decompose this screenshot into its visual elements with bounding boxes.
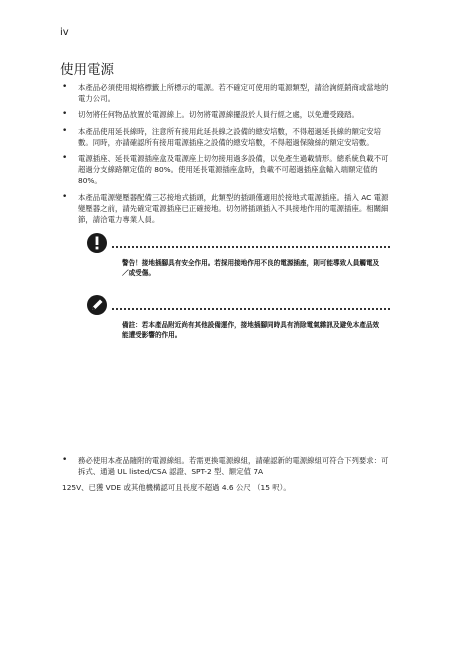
page-number: iv [60, 27, 69, 38]
section-title: 使用電源 [60, 62, 114, 78]
info-note [80, 288, 390, 348]
bullet-icon: • [62, 455, 68, 465]
bullet-item [62, 82, 392, 104]
bullet-item [62, 126, 392, 148]
bullet-item [62, 455, 392, 494]
bullet-icon: • [62, 82, 68, 92]
bullet-text: 電源插座、延長電源插座盒及電源座上切勿接用過多設備，以免產生過載情形。總系統負載不可超過分支線路額定值的 80%。使用延長電源插座盒時，負載不可超過插座盒輸入端額定值的 80%。 [78, 154, 389, 186]
bullet-text: 本產品使用延長線時，注意所有接用此延長線之設備的總安培數，不得超過延長線的額定安培數。同時，亦請確認所有接用電源插座之設備的總安培數，不得超過保險絲的額定安培數。 [78, 126, 382, 147]
dotted-divider [112, 308, 390, 310]
note-pen-icon [86, 294, 108, 316]
warning-text: 警告！接地插腳具有安全作用。若採用接地作用不良的電源插座，則可能導致人員觸電及／或受傷。 [122, 259, 380, 277]
dotted-divider [112, 246, 390, 248]
bullet-text: 本產品電源變壓器配備三芯接地式插頭，此類型的插頭僅適用於接地式電源插座。插入 AC 電源變壓器之前，請先確定電源插座已正確接地。切勿將插頭插入不具接地作用的電源插座。相關細節，請洽電力專業人員。 [78, 192, 389, 225]
info-text: 備註：若本產品附近尚有其他設備運作，接地插腳同時具有消除電氣雜訊及避免本產品效能遭受影響的作用。 [122, 321, 380, 339]
bullet-icon: • [62, 125, 68, 136]
power-cord-bullet-list [62, 455, 392, 494]
safety-bullet-list [62, 82, 392, 230]
bullet-icon: • [62, 153, 68, 164]
bullet-item [62, 192, 392, 226]
bullet-item [62, 109, 392, 120]
bullet-icon: • [62, 109, 68, 120]
bullet-icon: • [62, 191, 68, 202]
bullet-text-continued: 125V、已獲 VDE 或其他機構認可且長度不超過 4.6 公尺 （15 呎）。 [62, 483, 291, 493]
bullet-text: 切勿將任何物品放置於電源線上。切勿將電源線擺設於人員行經之處，以免遭受踐踏。 [78, 110, 359, 120]
warning-icon [86, 232, 108, 254]
bullet-item [62, 153, 392, 187]
bullet-text: 本產品必須使用規格標籤上所標示的電源。若不確定可使用的電源類型，請洽詢經銷商或當地的電力公司。 [78, 83, 389, 104]
bullet-text: 務必使用本產品隨附的電源線組。若需更換電源線組，請確認新的電源線組可符合下列要求：可拆式、通過 UL listed/CSA 認證、SPT-2 型、額定值 7A [78, 456, 389, 477]
warning-note [80, 226, 390, 286]
